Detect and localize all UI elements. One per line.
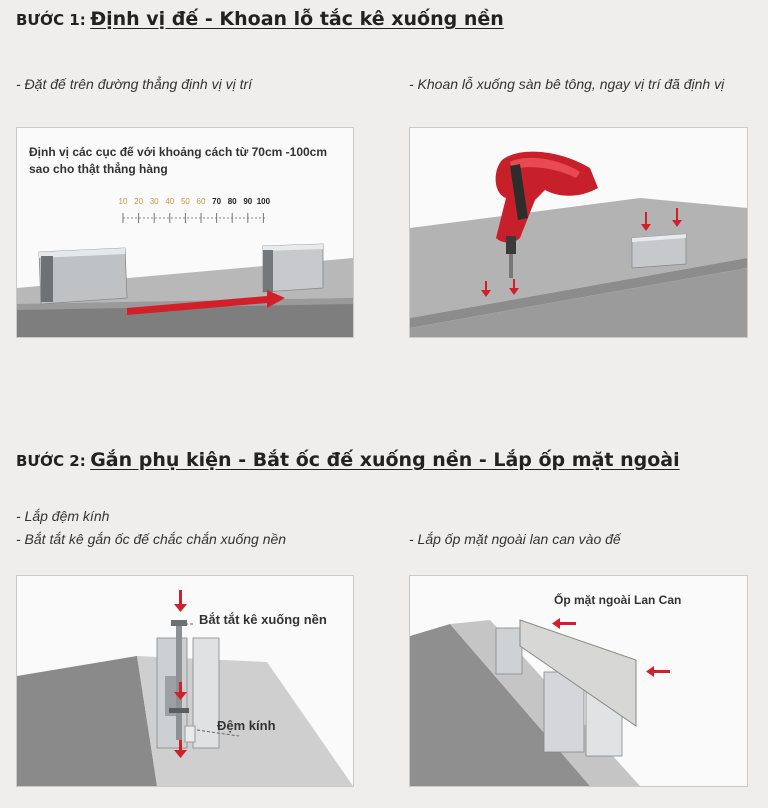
positioning-note-line2: sao cho thật thẳng hàng [29, 162, 168, 176]
step2-caption-right: - Lắp ốp mặt ngoài lan can vào đế [409, 531, 621, 547]
glass-gasket [185, 726, 195, 742]
drilling-illustration [409, 127, 748, 338]
step1-title: Định vị đế - Khoan lỗ tắc kê xuống nền [90, 8, 504, 30]
gasket-label: Đệm kính [217, 718, 276, 733]
ruler-tick-label: 50 [180, 197, 190, 206]
ruler-tick-label: 80 [227, 197, 237, 206]
step1-heading [16, 8, 504, 30]
bolting-scene [17, 576, 353, 786]
ruler-tick-label: 90 [243, 197, 253, 206]
ruler-tick-label: 10 [118, 197, 128, 206]
step1-caption-right: - Khoan lỗ xuống sàn bê tông, ngay vị trí đã định vị [409, 76, 725, 92]
ruler-tick-label: 20 [134, 197, 144, 206]
step2-caption-left-1: - Lắp đệm kính [16, 508, 110, 524]
cover-illustration [409, 575, 748, 787]
ruler-tick-label: 40 [165, 197, 175, 206]
bolting-illustration [16, 575, 354, 787]
base-on-slab [632, 234, 686, 268]
step1-label: BƯỚC 1: [16, 11, 86, 29]
step2-caption-left-2: - Bắt tắt kê gắn ốc đế chắc chắn xuống nền [16, 531, 287, 547]
step1-caption-left: - Đặt đế trên đường thẳng định vị vị trí [16, 76, 253, 92]
ruler-tick-label: 30 [149, 197, 159, 206]
base-right [263, 244, 323, 292]
cover-label: Ốp mặt ngoài Lan Can [554, 593, 682, 607]
positioning-illustration [16, 127, 354, 338]
ruler-tick-label: 70 [212, 197, 222, 206]
ruler-tick-label: 60 [196, 197, 206, 206]
drilling-scene [410, 128, 747, 337]
bolt-label: Bắt tắt kê xuống nền [199, 612, 327, 627]
step2-label: BƯỚC 2: [16, 452, 86, 470]
positioning-note-line1: Định vị các cục đế với khoảng cách từ 70cm -100cm [29, 145, 328, 159]
step2-title: Gắn phụ kiện - Bắt ốc đế xuống nền - Lắp ốp mặt ngoài [90, 449, 680, 471]
ruler-tick-label: 100 [256, 197, 271, 206]
step2-heading [16, 449, 680, 471]
base-left [39, 248, 127, 304]
